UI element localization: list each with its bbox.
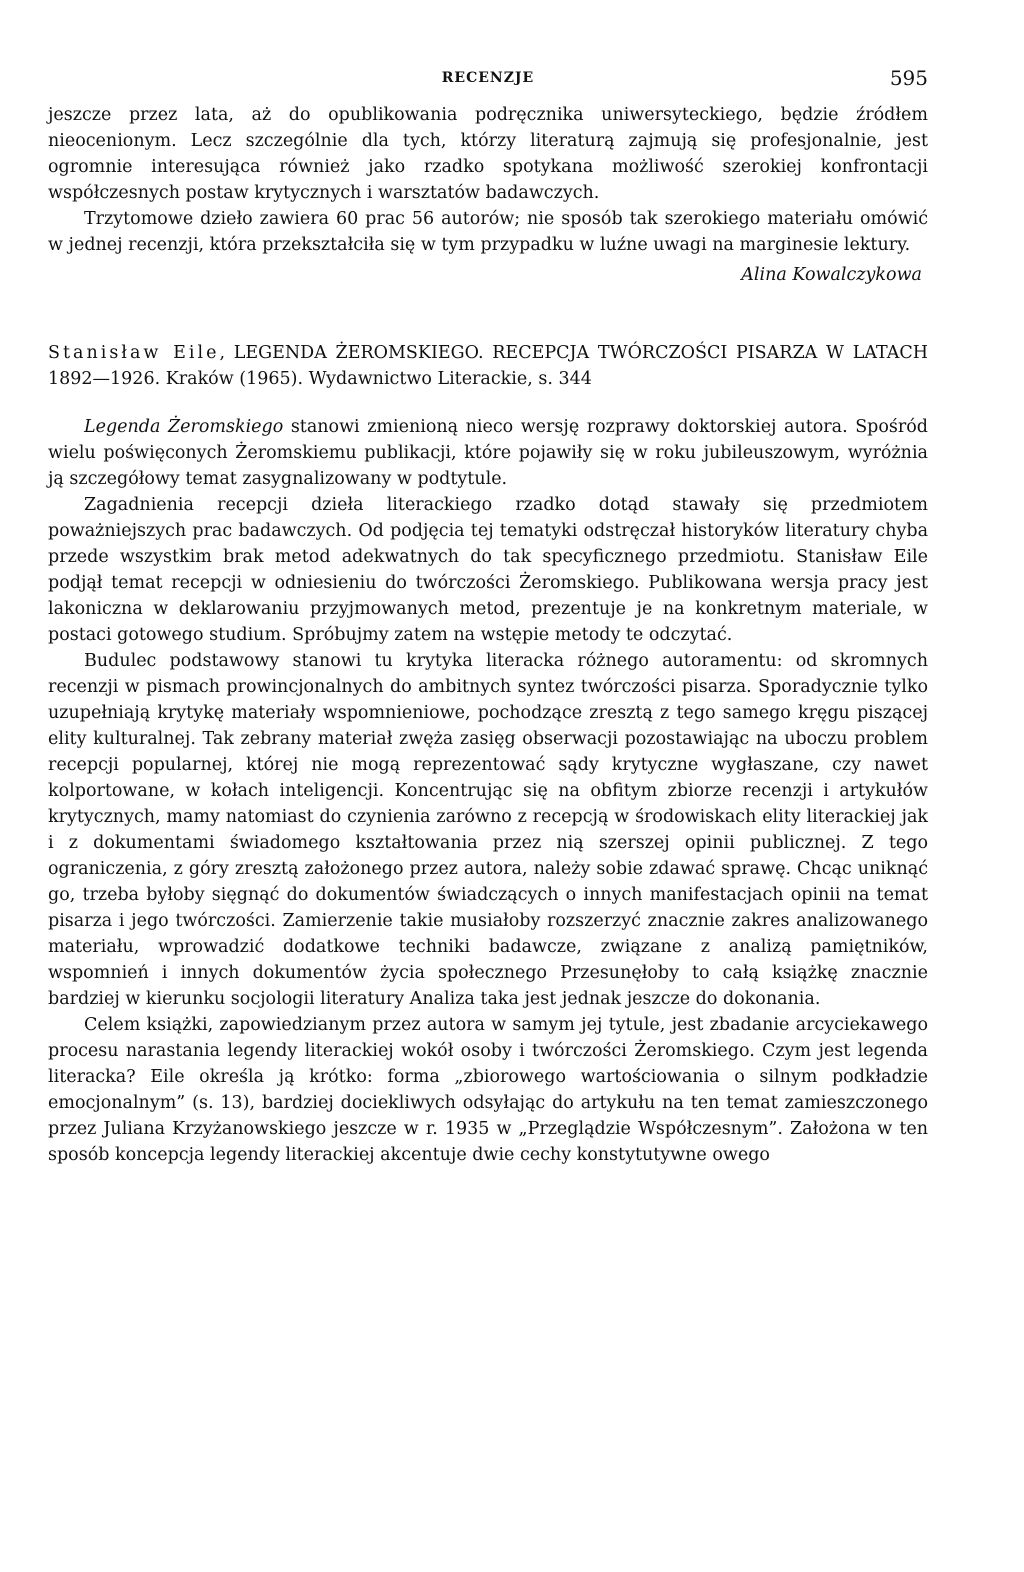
paragraph-text: stanowi zmienioną nieco wersję rozprawy doktorskiej autora. Spośród wielu poświęconych Żeromskiemu publikacji, które pojawiły się w roku jubileuszowym, wyróżnia ją szczegółowy temat zasygnalizowany w podtytule. <box>48 417 929 489</box>
book-author: Stanisław Eile <box>48 343 220 363</box>
running-title: RECENZJE <box>441 70 535 86</box>
document-page <box>48 66 928 1168</box>
running-head <box>48 66 928 102</box>
book-citation: , LEGENDA ŻEROMSKIEGO. RECEPCJA TWÓRCZOŚCI PISARZA W LATACH 1892—1926. Kraków (1965). Wydawnictwo Literackie, s. 344 <box>48 343 928 389</box>
paragraph: Zagadnienia recepcji dzieła literackiego rzadko dotąd stawały się przedmiotem poważniejszych prac badawczych. Od podjęcia tej tematyki odstręczał historyków literatury chyba przede wszystkim brak metod adekwatnych do tak specyficznego przedmiotu. Stanisław Eile podjął temat recepcji w odniesieniu do twórczości Żeromskiego. Publikowana wersja pracy jest lakoniczna w deklarowaniu przyjmowanych metod, prezentuje je na konkretnym materiale, w postaci gotowego studium. Spróbujmy zatem na wstępie metody te odczytać. <box>48 495 928 645</box>
review-1-body <box>48 102 928 258</box>
paragraph: Celem książki, zapowiedzianym przez autora w samym jej tytule, jest zbadanie arcyciekawego procesu narastania legendy literackiej wokół osoby i twórczości Żeromskiego. Czym jest legenda literacka? Eile określa ją krótko: forma „zbiorowego wartościowania o silnym podkładzie emocjonalnym” (s. 13), bardziej dociekliwych odsyłając do artykułu na ten temat zamieszczonego przez Juliana Krzyżanowskiego jeszcze w r. 1935 w „Przeglądzie Współczesnym”. Założona w ten sposób koncepcja legendy literackiej akcentuje dwie cechy konstytutywne owego <box>48 1015 928 1165</box>
book-title-italic: Legenda Żeromskiego <box>84 417 284 437</box>
paragraph <box>48 414 928 492</box>
review-2-body <box>48 414 928 1168</box>
reviewer-signature: Alina Kowalczykowa <box>741 265 922 285</box>
bibliographic-heading <box>48 340 928 392</box>
paragraph: Trzytomowe dzieło zawiera 60 prac 56 autorów; nie sposób tak szerokiego materiału omówić w jednej recenzji, która przekształciła się w tym przypadku w luźne uwagi na marginesie lektury. <box>48 209 928 255</box>
page-number: 595 <box>889 66 928 90</box>
paragraph: Budulec podstawowy stanowi tu krytyka literacka różnego autoramentu: od skromnych recenzji w pismach prowincjonalnych do ambitnych syntez twórczości pisarza. Sporadycznie tylko uzupełniają krytykę materiały wspomnieniowe, pochodzące zresztą z tego samego kręgu piszącej elity kulturalnej. Tak zebrany materiał zwęża zasięg obserwacji pozostawiając na uboczu problem recepcji popularnej, której nie mogą reprezentować sądy krytyczne wygłaszane, czy nawet kolportowane, w kołach inteligencji. Koncentrując się na obfitym zbiorze recenzji i artykułów krytycznych, mamy natomiast do czynienia zarówno z recepcją w środowiskach elity literackiej jak i z dokumentami świadomego kształtowania przez nią szerszej opinii publicznej. Z tego ograniczenia, z góry zresztą założonego przez autora, należy sobie zdawać sprawę. Chcąc uniknąć go, trzeba byłoby sięgnąć do dokumentów świadczących o innych manifestacjach opinii na temat pisarza i jego twórczości. Zamierzenie takie musiałoby rozszerzyć znacznie zakres analizowanego materiału, wprowadzić dodatkowe techniki badawcze, związane z analizą pamiętników, wspomnień i innych dokumentów życia społecznego Przesunęłoby to całą książkę znacznie bardziej w kierunku socjologii literatury Analiza taka jest jednak jeszcze do dokonania. <box>48 651 928 1009</box>
paragraph: jeszcze przez lata, aż do opublikowania podręcznika uniwersyteckiego, będzie źródłem nieocenionym. Lecz szczególnie dla tych, którzy literaturą zajmują się profesjonalnie, jest ogromnie interesująca również jako rzadko spotykana możliwość szerokiej konfrontacji współczesnych postaw krytycznych i warsztatów badawczych. <box>48 105 928 203</box>
